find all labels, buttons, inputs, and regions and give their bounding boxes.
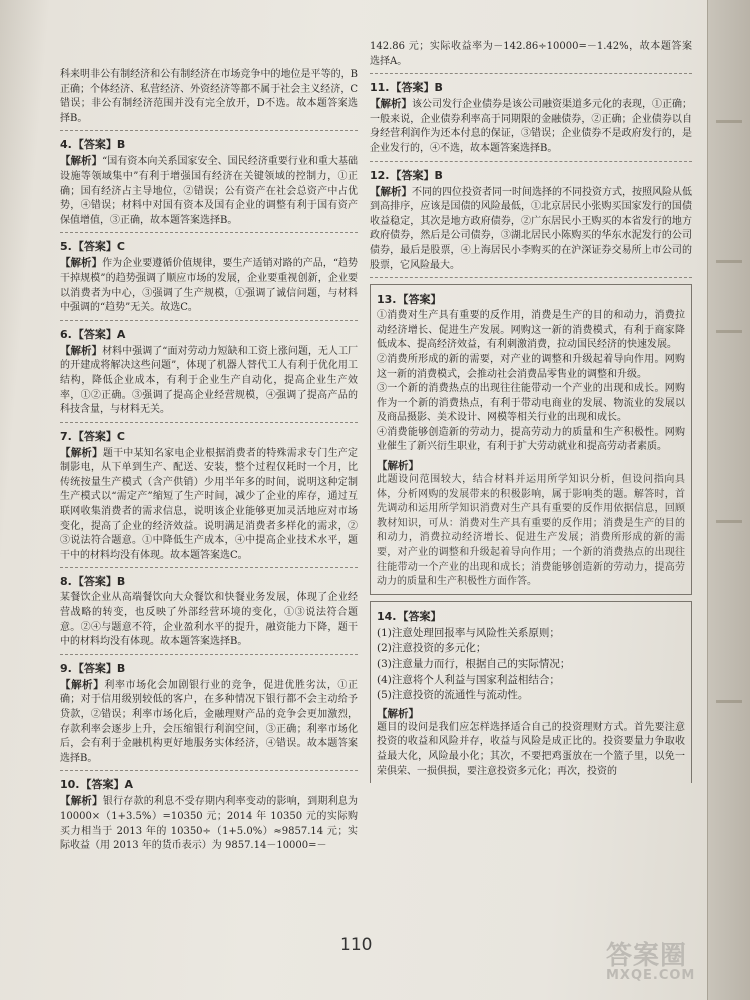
answer-tag: 【答案】: [390, 168, 435, 182]
answer-tag: 【答案】: [72, 429, 117, 443]
analysis-tag: 【解析】: [60, 344, 103, 357]
analysis-tag: 【解析】: [370, 185, 412, 198]
watermark-url: MXQE.COM: [606, 968, 696, 983]
q6-number: 6.: [60, 327, 72, 341]
q10-tail-text: 142.86 元；实际收益率为－142.86÷10000=－1.42%，故本题答案选择A。: [370, 41, 692, 67]
answer-tag: 【答案】: [397, 293, 442, 307]
q12-analysis: 不同的四位投资者同一时间选择的不同投资方式，按照风险从低到高排序，应该是国债的风险最低，①北京居民小张购买国家发行的国债收益稳定，其次是地方政府债券，②广东居民小王购买的本省发行的地方政府债券，然后是公司债券，③湖北居民小陈购买的华东水泥发行的公司债券，最后是股票，④上海居民小李购买的在沪深证券交易所上市公司的股票，它风险最大。: [370, 186, 692, 271]
answer-block-q3-tail: [60, 0, 358, 131]
q13-point-3: ③一个新的消费热点的出现往往能带动一个产业的出现和成长。网购作为一个新的消费热点，有利于带动电商业的发展、物流业的发展以及商品摄影、美术设计、网模等相关行业的出现和成长。: [377, 383, 685, 424]
q9-number: 9.: [60, 661, 72, 675]
q9-analysis: 利率市场化会加剧银行业的竞争，促进优胜劣汰，①正确；对于信用级别较低的客户，在多种情况下银行都不会主动给予贷款，②错误；利率市场化后，金融理财产品的竞争会更加激烈，存款利率会逐步上升，会压缩银行利润空间，③正确；利率市场化后，会有利于金融机构更好地服务实体经济，④错误。故本题答案选择B。: [60, 679, 359, 764]
answer-block-q11: [370, 74, 692, 161]
answer-tag: 【答案】: [72, 138, 117, 152]
answer-tag: 【答案】: [397, 609, 442, 623]
answer-tag: 【答案】: [72, 240, 117, 254]
q13-point-1: ①消费对生产具有重要的反作用，消费是生产的目的和动力，消费拉动经济增长、促进生产发展。网购这一新的消费模式，有利于商家降低成本、提高经济效益，有利刺激消费，拉动国民经济的快速发展。: [377, 310, 685, 351]
q14-analysis: 题目的设问是我们应怎样选择适合自己的投资理财方式。首先要注意投资的收益和风险并存，收益与风险是成正比的。投资要量力争取收益最大化，风险最小化；其次，不要把鸡蛋放在一个篮子里，以免一荣俱荣、一损俱损，要注意投资多元化；再次，投资的: [377, 721, 685, 777]
answer-tag: 【答案】: [72, 661, 117, 675]
answer-block-q14: [370, 601, 692, 783]
right-column: [370, 0, 692, 783]
q13-point-2: ②消费所形成的新的需要，对产业的调整和升级起着导向作用。网购这一新的消费模式，会推动社会消费品零售业的调整和升级。: [377, 353, 685, 380]
q12-answer: B: [434, 168, 443, 182]
q8-analysis: 某餐饮企业从高端餐饮向大众餐饮和快餐业务发展，体现了企业经营战略的转变，也反映了外部经营环境的变化，①③说法符合题意。②④与题意不符，企业盈利水平的提升，融资能力下降，题干中的材料均没有体现。故本题答案选择B。: [60, 592, 358, 648]
answer-block-q4: [60, 131, 358, 233]
answer-block-q10: [60, 771, 358, 857]
q12-number: 12.: [370, 168, 390, 182]
answer-block-q13: [370, 284, 692, 595]
answer-tag: 【答案】: [390, 81, 435, 95]
q14-answer-list: [377, 626, 685, 704]
analysis-tag: 【解析】: [60, 795, 103, 808]
q5-answer: C: [116, 240, 125, 254]
answer-block-q8: [60, 568, 358, 654]
q14-point-4: (4)注意将个人利益与国家利益相结合；: [377, 673, 560, 686]
answer-block-q9: [60, 655, 358, 772]
q4-analysis: “国有资本向关系国家安全、国民经济重要行业和重大基础设施等领域集中”有利于增强国有经济在关键领域的控制力，①正确；国有经济占主导地位，②错误；公有资产在社会总资产中占优势，④错误；材料中对国有资本及国有企业的调整有利于国有资产保值增值，③正确，故本题答案选择B。: [60, 156, 358, 226]
answer-block-q5: [60, 233, 358, 320]
q8-answer: B: [116, 575, 126, 589]
q4-header: [60, 136, 358, 152]
analysis-tag: 【解析】: [60, 257, 103, 270]
q11-analysis: 该公司发行企业债券是该公司融资渠道多元化的表现，①正确；一般来说，企业债券利率高于同期限的金融债券，②正确；企业债券以自身经营利润作为还本付息的保证，③错误；企业债券不是政府发行的，是企业发行的，④不选，故本题答案选择B。: [370, 99, 692, 154]
answer-block-q10-tail: [370, 0, 692, 74]
q4-answer: B: [116, 138, 126, 152]
q14-number: 14.: [377, 609, 397, 623]
analysis-tag: 【解析】: [377, 707, 419, 720]
q13-analysis: 此题设问范围较大，结合材料并运用所学知识分析，但设问指向具体，分析网购的发展带来的积极影响，属于影响类的题。解答时，首先调动和运用所学知识消费对生产具有重要的反作用依据信息，回顾教材知识，可从：消费对生产具有重要的反作用；消费是生产的目的和动力，消费拉动经济增长、促进生产发展；消费所形成的新的需要，对产业的调整和升级起着导向作用；一个新的消费热点的出现往往能带动一个产业的出现和成长；消费能够创造新的劳动力，提高劳动力的质量和生产积极性方面作答。: [377, 474, 685, 588]
q10-analysis: 银行存款的利息不受存期内利率变动的影响，到期利息为 10000×（1+3.5%）=10350 元；2014 年 10350 元的实际购买力相当于 2013 年的 10350÷（1+5.0%）≈9857.14 元；实际收益（用 2013 年的货币表示）为 9857.14－10000=－: [60, 796, 359, 852]
watermark-logo: [606, 935, 726, 990]
answer-tag: 【答案】: [72, 327, 117, 341]
watermark-mark: 答案圈: [606, 941, 688, 971]
page-number: 110: [340, 935, 373, 955]
analysis-tag: 【解析】: [60, 446, 103, 459]
answer-block-q12: [370, 162, 692, 279]
q6-answer: A: [116, 327, 126, 341]
facing-page-edge: [707, 0, 750, 1000]
q14-point-5: (5)注意投资的流通性与流动性。: [377, 689, 529, 702]
analysis-tag: 【解析】: [60, 155, 103, 168]
q13-number: 13.: [377, 293, 397, 307]
q7-analysis: 题干中某知名家电企业根据消费者的特殊需求专门生产定制影电，从下单到生产、配送、安装，整个过程仅耗时一个月，比传统按量生产模式（含产供销）少用半年多的时间，说明这种定制生产模式以“需定产”缩短了生产时间，减少了企业的库存，通过互联网收集消费者的需求信息，说明该企业能够更加灵活地应对市场变化，提高了企业的经济效益。说明满足消费者多样化的需求，②③说法符合题意。①中降低生产成本，④中提高企业技术水平，题干中的材料均没有体现。故本题答案选C。: [60, 447, 359, 561]
q5-analysis: 作为企业要遵循价值规律，要生产适销对路的产品，“趋势干掉规模”的趋势强调了顺应市场的发展，企业要重视创新，企业要以消费者为中心，③强调了生产规模，①强调了诚信问题，与材料中强调的“趋势”无关。故选C。: [60, 258, 358, 314]
q4-number: 4.: [60, 138, 72, 152]
q14-point-2: (2)注意投资的多元化；: [377, 642, 487, 655]
q11-number: 11.: [370, 81, 390, 95]
q11-answer: B: [434, 81, 443, 95]
q13-point-4: ④消费能够创造新的劳动力，提高劳动力的质量和生产积极性。网购业催生了新兴衍生职业，有利于扩大劳动就业和提高劳动者素质。: [377, 426, 685, 453]
answer-tag: 【答案】: [72, 575, 117, 589]
answer-block-q6: [60, 321, 358, 423]
q10-number: 10.: [60, 778, 80, 792]
q10-answer: A: [124, 778, 134, 792]
q14-point-1: (1)注意处理回报率与风险性关系原则；: [377, 626, 560, 639]
answer-tag: 【答案】: [80, 778, 125, 792]
q5-number: 5.: [60, 240, 72, 254]
analysis-tag: 【解析】: [377, 460, 419, 473]
q9-answer: B: [116, 661, 126, 675]
analysis-tag: 【解析】: [60, 678, 105, 691]
answer-block-q7: [60, 423, 358, 569]
left-column: [60, 0, 358, 858]
analysis-tag: 【解析】: [370, 98, 412, 111]
q7-answer: C: [116, 429, 125, 443]
q6-analysis: 材料中强调了“面对劳动力短缺和工资上涨问题，无人工厂的开建成将解决这些问题”，体现了机器人替代工人有利于优化用工结构，降低企业成本，有利于企业生产自动化，提高企业生产效率，①②正确。③强调了提高企业经营规模，④强调了提高产品的科技含量，与材料无关。: [60, 345, 358, 416]
q8-number: 8.: [60, 575, 72, 589]
q14-point-3: (3)注意量力而行，根据自己的实际情况；: [377, 658, 571, 670]
q3-tail-text: 科来明非公有制经济和公有制经济在市场竞争中的地位是平等的，B正确；个体经济、私营经济、外资经济等都不属于社会主义经济，C错误；非公有制经济范围并没有完全放开，D不选。故本题答案选择B。: [60, 69, 358, 124]
q7-number: 7.: [60, 429, 72, 443]
